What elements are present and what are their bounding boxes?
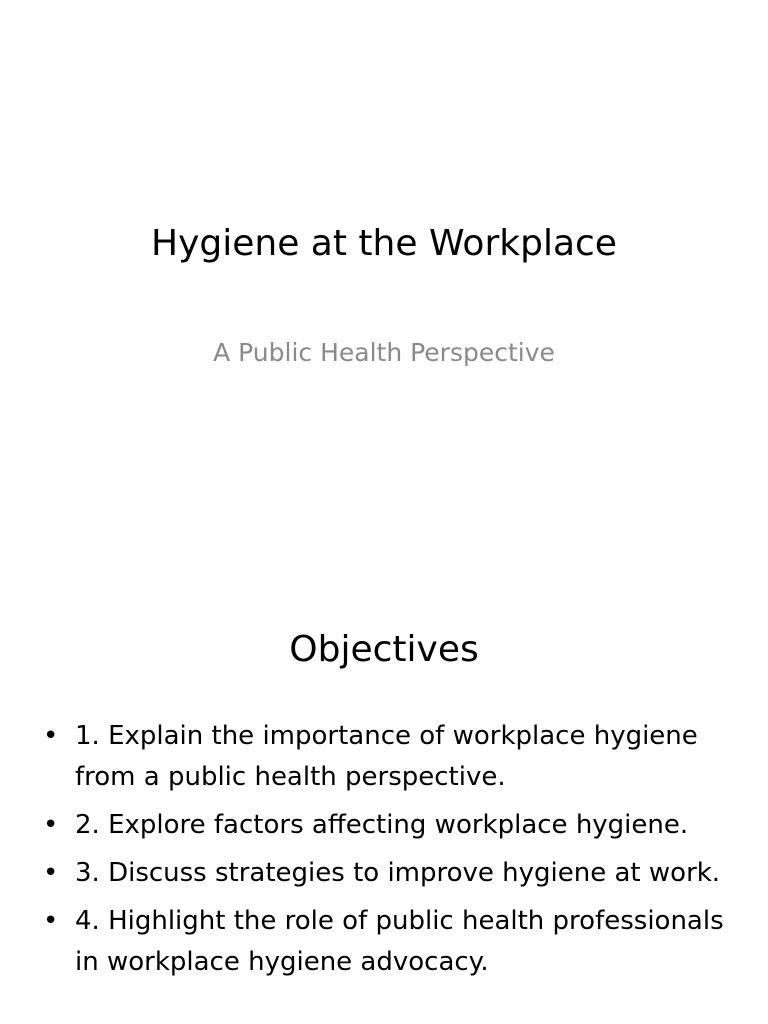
section-title: Objectives	[289, 629, 479, 670]
list-item-text: 2. Explore factors affecting workplace hygiene.	[75, 810, 689, 840]
list-item	[40, 716, 740, 798]
objectives-list	[40, 716, 740, 990]
list-item	[40, 805, 740, 846]
list-item-text: 4. Highlight the role of public health professionals in workplace hygiene advocacy.	[75, 906, 724, 977]
objectives-slide	[0, 576, 768, 1024]
slide-subtitle: A Public Health Perspective	[213, 338, 555, 367]
bullet-icon: •	[43, 906, 59, 936]
list-item-text: 3. Discuss strategies to improve hygiene at work.	[75, 858, 721, 888]
bullet-icon: •	[43, 721, 59, 751]
slide-title: Hygiene at the Workplace	[151, 223, 617, 264]
bullet-icon: •	[43, 810, 59, 840]
list-item	[40, 901, 740, 983]
list-item	[40, 853, 740, 894]
bullet-icon: •	[43, 858, 59, 888]
list-item-text: 1. Explain the importance of workplace hygiene from a public health perspective.	[75, 721, 698, 792]
